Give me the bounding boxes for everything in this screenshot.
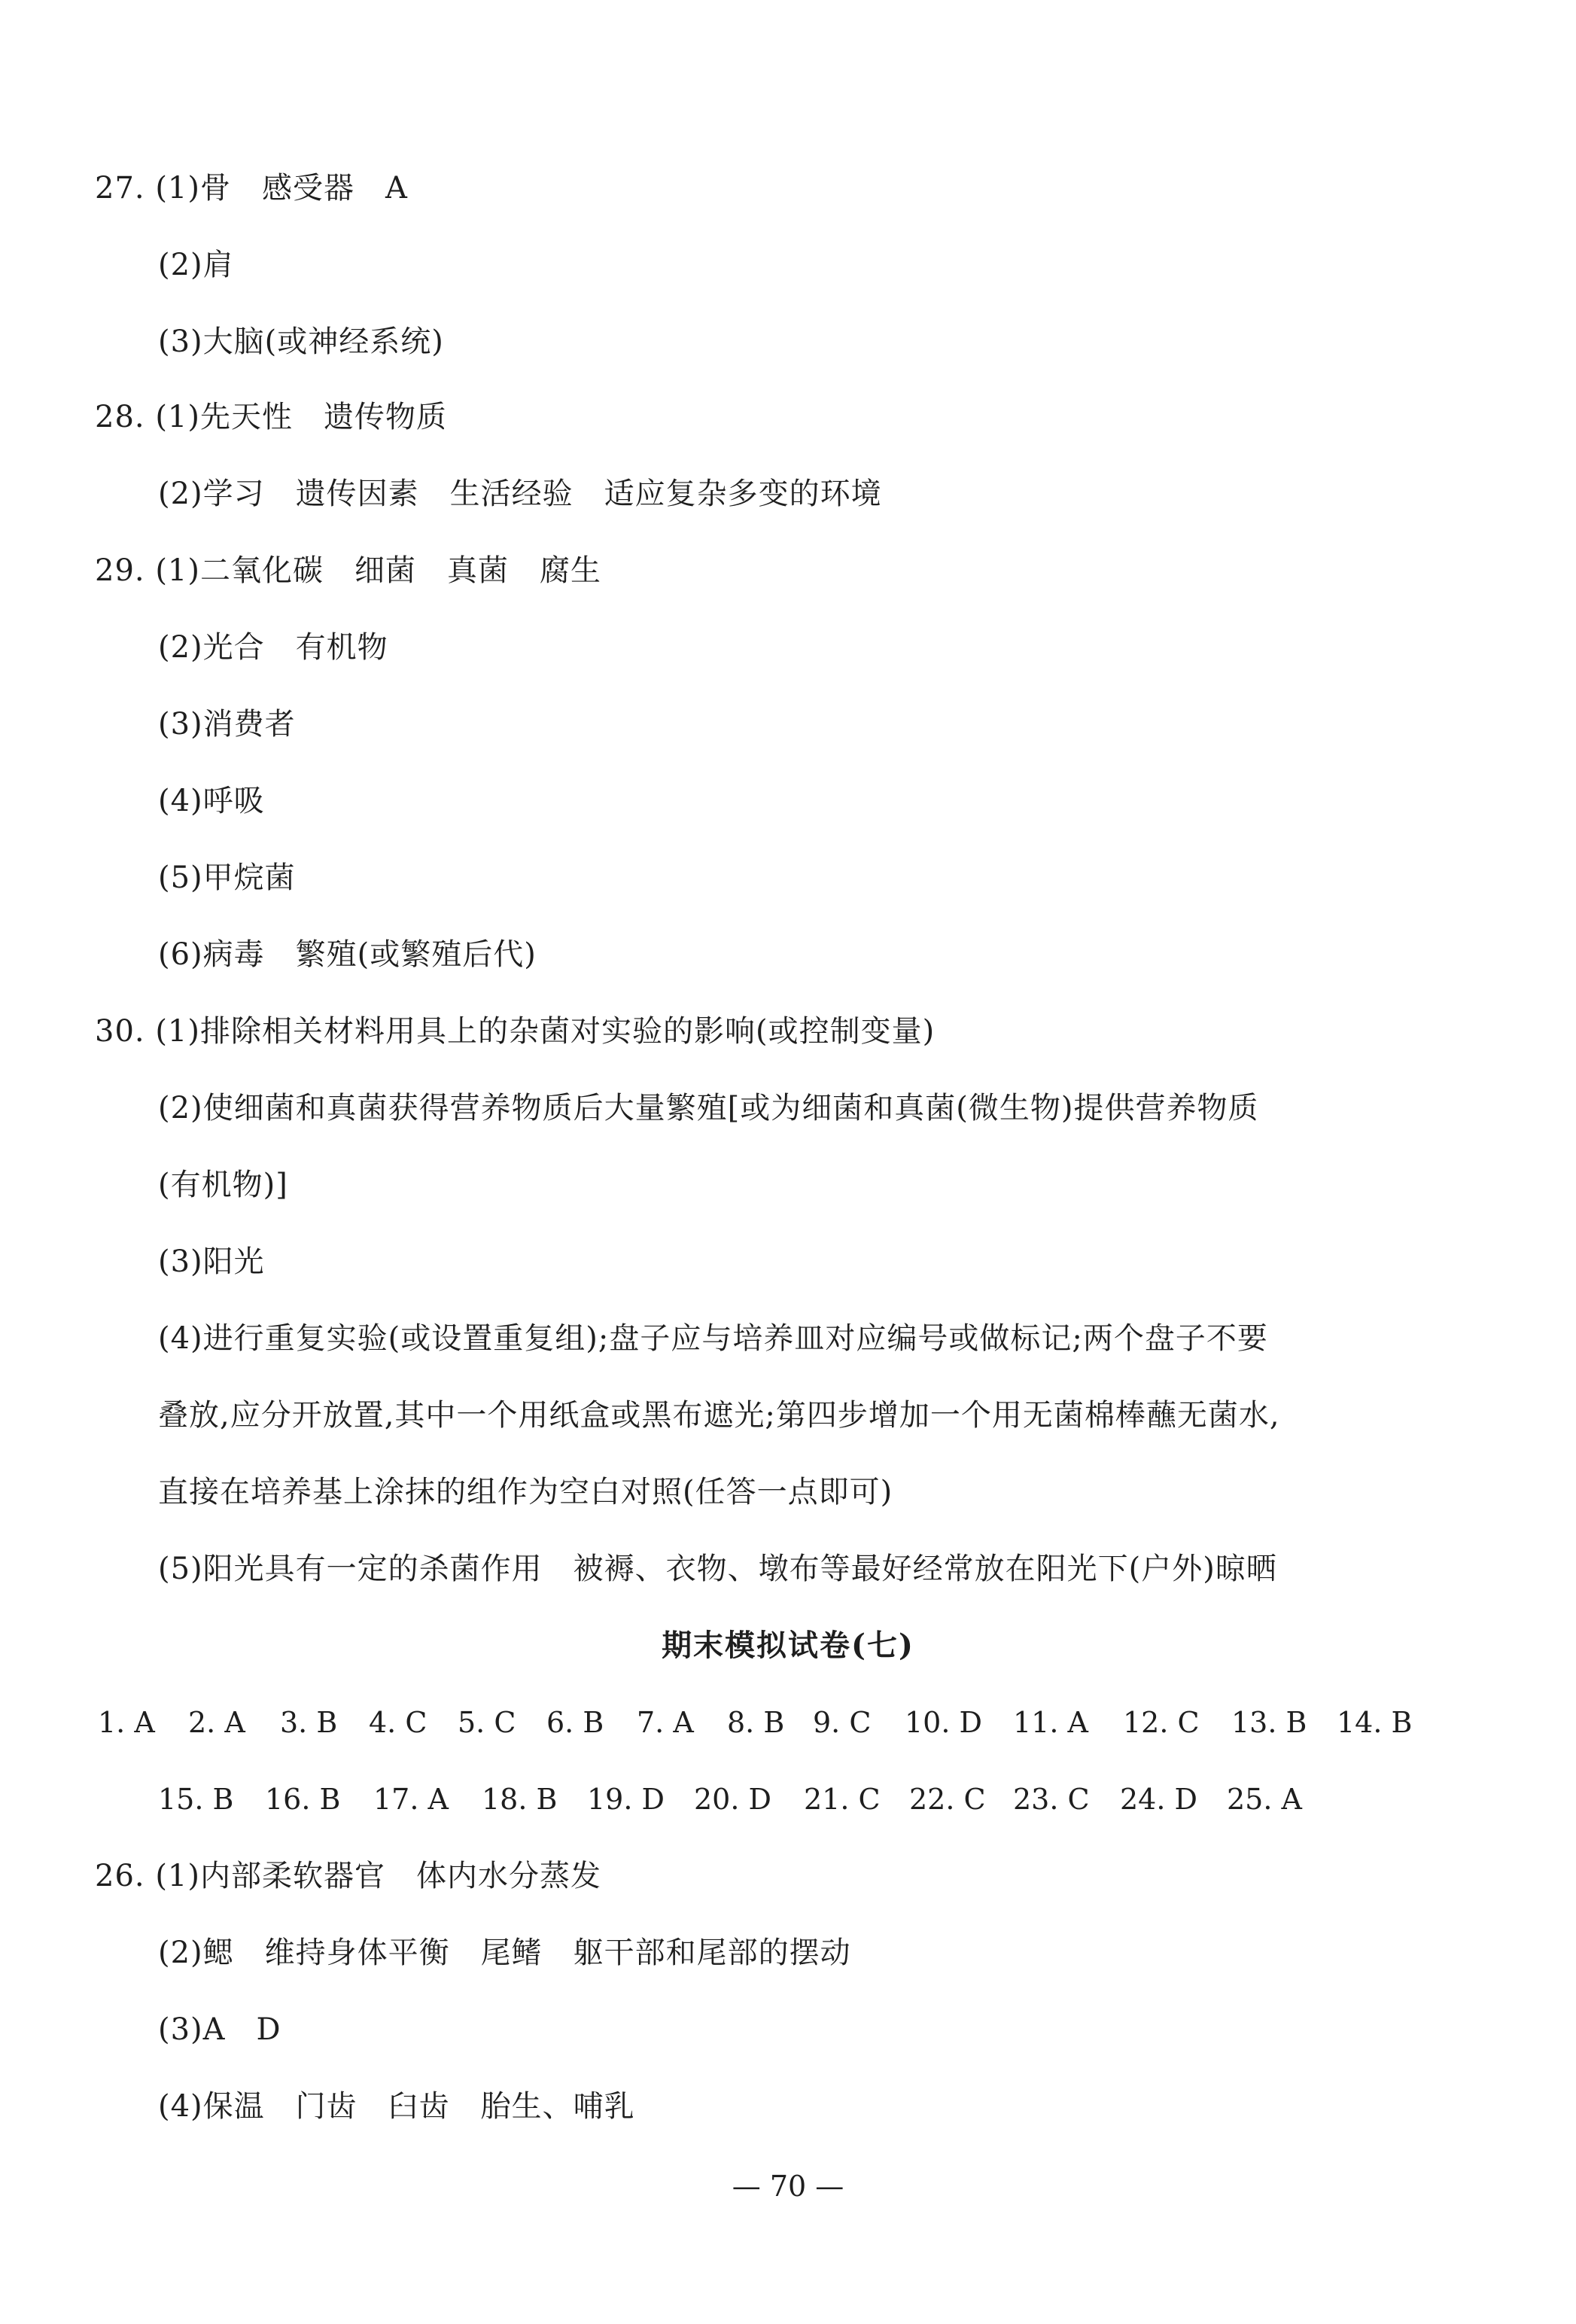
mc-answer-2: 2. A <box>188 1706 245 1739</box>
mc-answer-8: 8. B <box>727 1706 785 1739</box>
mc-answer-4: 4. C <box>369 1706 427 1739</box>
page-number: — 70 — <box>732 2170 844 2203</box>
mc-answer-row2-6: 20. D <box>694 1783 771 1816</box>
mc-answer-row2-11: 25. A <box>1227 1783 1302 1816</box>
answer-30-4-cont1: 叠放,应分开放置,其中一个用纸盒或黑布遮光;第四步增加一个用无菌棉棒蘸无菌水, <box>158 1398 1280 1433</box>
answer-30-1: 30. (1)排除相关材料用具上的杂菌对实验的影响(或控制变量) <box>95 1014 936 1049</box>
mc-answer-row2-5: 19. D <box>587 1783 665 1816</box>
section-title: 期末模拟试卷(七) <box>662 1628 914 1663</box>
mc-answer-row2-10: 24. D <box>1120 1783 1197 1816</box>
answer-26-2: (2)鳃 维持身体平衡 尾鳍 躯干部和尾部的摆动 <box>158 1936 851 1970</box>
answer-26-1: 26. (1)内部柔软器官 体内水分蒸发 <box>95 1859 601 1893</box>
answer-27-2: (2)肩 <box>158 248 234 282</box>
mc-answer-6: 6. B <box>546 1706 604 1739</box>
mc-answer-row2-7: 21. C <box>804 1783 881 1816</box>
answer-27-3: (3)大脑(或神经系统) <box>158 324 444 359</box>
answer-30-2: (2)使细菌和真菌获得营养物质后大量繁殖[或为细菌和真菌(微生物)提供营养物质 <box>158 1091 1259 1125</box>
mc-answer-9: 9. C <box>813 1706 872 1739</box>
answer-30-3: (3)阳光 <box>158 1244 265 1279</box>
mc-answer-1: 1. A <box>98 1706 155 1739</box>
answer-29-3: (3)消费者 <box>158 707 296 742</box>
mc-answer-5: 5. C <box>458 1706 516 1739</box>
mc-answer-13: 13. B <box>1231 1706 1307 1739</box>
answer-30-4-cont2: 直接在培养基上涂抹的组作为空白对照(任答一点即可) <box>158 1475 893 1509</box>
answer-26-3: (3)A D <box>158 2012 281 2047</box>
answer-30-5: (5)阳光具有一定的杀菌作用 被褥、衣物、墩布等最好经常放在阳光下(户外)晾晒 <box>158 1552 1277 1586</box>
answer-29-2: (2)光合 有机物 <box>158 630 388 665</box>
answer-29-6: (6)病毒 繁殖(或繁殖后代) <box>158 937 537 972</box>
mc-answer-10: 10. D <box>905 1706 982 1739</box>
mc-answer-12: 12. C <box>1123 1706 1200 1739</box>
mc-answer-row2-4: 18. B <box>482 1783 558 1816</box>
answer-29-5: (5)甲烷菌 <box>158 860 296 895</box>
answer-28-2: (2)学习 遗传因素 生活经验 适应复杂多变的环境 <box>158 477 882 511</box>
answer-29-1: 29. (1)二氧化碳 细菌 真菌 腐生 <box>95 553 601 588</box>
mc-answer-7: 7. A <box>637 1706 694 1739</box>
mc-answer-row2-2: 16. B <box>265 1783 341 1816</box>
mc-answer-row2-1: 15. B <box>158 1783 234 1816</box>
answer-28-1: 28. (1)先天性 遗传物质 <box>95 400 447 434</box>
answer-30-2-cont: (有机物)] <box>158 1168 288 1202</box>
answer-30-4: (4)进行重复实验(或设置重复组);盘子应与培养皿对应编号或做标记;两个盘子不要 <box>158 1321 1268 1356</box>
mc-answer-3: 3. B <box>280 1706 338 1739</box>
answer-29-4: (4)呼吸 <box>158 784 265 818</box>
answer-27-1: 27. (1)骨 感受器 A <box>95 171 408 206</box>
mc-answer-row2-8: 22. C <box>909 1783 986 1816</box>
mc-answer-14: 14. B <box>1337 1706 1413 1739</box>
mc-answer-row2-9: 23. C <box>1013 1783 1090 1816</box>
mc-answer-row2-3: 17. A <box>373 1783 449 1816</box>
mc-answer-11: 11. A <box>1013 1706 1088 1739</box>
answer-26-4: (4)保温 门齿 臼齿 胎生、哺乳 <box>158 2089 635 2124</box>
